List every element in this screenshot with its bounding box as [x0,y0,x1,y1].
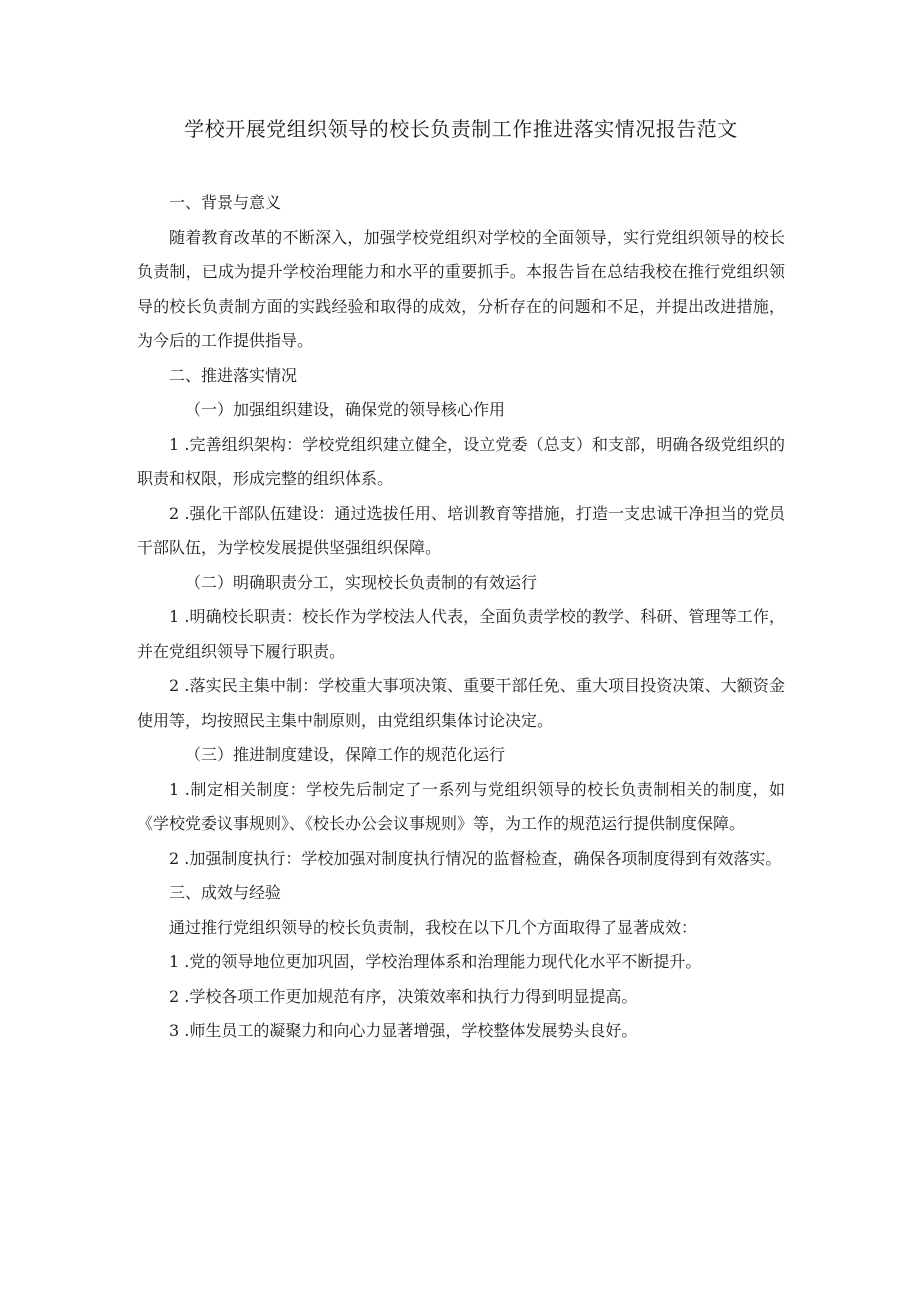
list-item-organization-1: 1 .完善组织架构：学校党组织建立健全，设立党委（总支）和支部，明确各级党组织的职责和权限，形成完整的组织体系。 [137,434,785,488]
section-heading-progress: 二、推进落实情况 [169,365,298,385]
paragraph-background: 随着教育改革的不断深入，加强学校党组织对学校的全面领导，实行党组织领导的校长负责制，已成为提升学校治理能力和水平的重要抓手。本报告旨在总结我校在推行党组织领导的校长负责制方面的实践经验和取得的成效，分析存在的问题和不足，并提出改进措施，为今后的工作提供指导。 [137,227,785,350]
list-item-responsibility-2: 2 .落实民主集中制：学校重大事项决策、重要干部任免、重大项目投资决策、大额资金使用等，均按照民主集中制原则，由党组织集体讨论决定。 [137,676,785,730]
list-item-organization-2: 2 .强化干部队伍建设：通过选拔任用、培训教育等措施，打造一支忠诚干净担当的党员干部队伍，为学校发展提供坚强组织保障。 [137,503,785,557]
list-item-results-1: 1 .党的领导地位更加巩固，学校治理体系和治理能力现代化水平不断提升。 [169,952,702,971]
list-item-responsibility-1: 1 .明确校长职责：校长作为学校法人代表，全面负责学校的教学、科研、管理等工作，并在党组织领导下履行职责。 [137,607,785,661]
subsection-heading-organization: （一）加强组织建设，确保党的领导核心作用 [185,400,506,419]
list-item-system-1: 1 .制定相关制度：学校先后制定了一系列与党组织领导的校长负责制相关的制度，如《学校党委议事规则》、《校长办公会议事规则》等，为工作的规范运行提供制度保障。 [137,779,785,833]
document-body [137,186,785,1049]
section-heading-results: 三、成效与经验 [169,883,282,902]
document-title: 学校开展党组织领导的校长负责制工作推进落实情况报告范文 [184,117,738,141]
subsection-heading-responsibility: （二）明确职责分工，实现校长负责制的有效运行 [185,572,538,592]
section-heading-background: 一、背景与意义 [169,193,282,212]
list-item-results-3: 3 .师生员工的凝聚力和向心力显著增强，学校整体发展势头良好。 [169,1021,638,1040]
subsection-heading-system: （三）推进制度建设，保障工作的规范化运行 [185,745,506,764]
paragraph-results-intro: 通过推行党组织领导的校长负责制，我校在以下几个方面取得了显著成效： [169,917,698,937]
list-item-system-2: 2 .加强制度执行：学校加强对制度执行情况的监督检查，确保各项制度得到有效落实。 [169,848,782,868]
list-item-results-2: 2 .学校各项工作更加规范有序，决策效率和执行力得到明显提高。 [169,986,638,1006]
